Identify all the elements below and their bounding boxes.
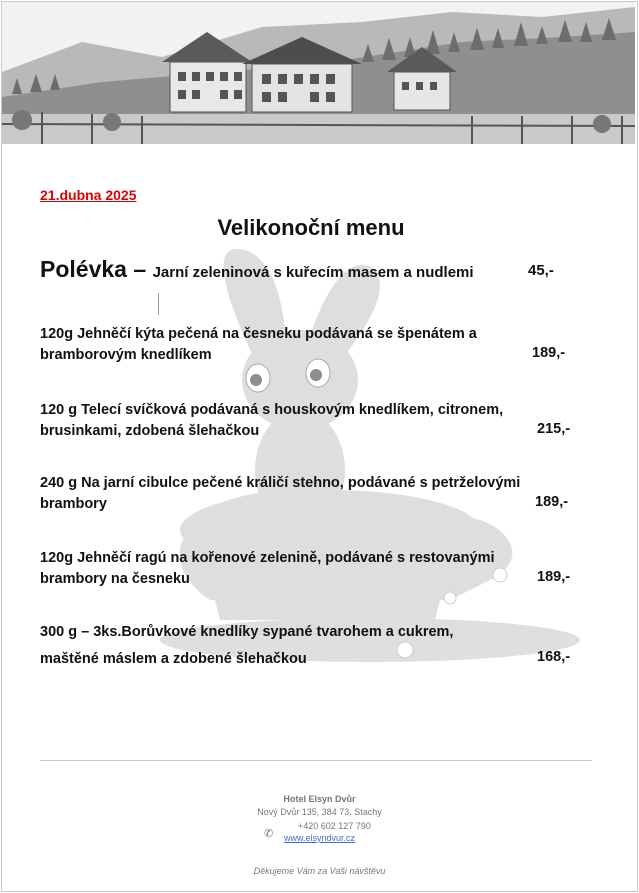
soup-price: 45,-	[528, 262, 554, 279]
menu-item	[40, 473, 570, 515]
menu-item-price: 215,-	[537, 421, 571, 437]
menu-item	[40, 622, 570, 670]
menu-item-line2: brambory	[40, 496, 107, 512]
soup-label: Polévka –	[40, 256, 147, 282]
menu-item-line2: maštěné máslem a zdobené šlehačkou	[40, 651, 307, 667]
text-cursor	[158, 293, 159, 315]
footer-thanks: Děkujeme Vám za Vaši návštěvu	[253, 866, 386, 876]
menu-item-line1: 120g Jehněčí kýta pečená na česneku podávaná se špenátem a	[40, 326, 477, 342]
menu-item	[40, 548, 570, 590]
soup-item	[40, 256, 600, 283]
menu-item-line1: 240 g Na jarní cibulce pečené králičí stehno, podávané s petrželovými	[40, 475, 521, 491]
menu-item-line2: brambory na česneku	[40, 571, 190, 587]
menu-date: 21.dubna 2025	[40, 187, 137, 203]
menu-item-price: 168,-	[537, 649, 571, 665]
menu-item-line1: 120 g Telecí svíčková podávaná s houskovým knedlíkem, citronem,	[40, 402, 504, 418]
footer-hotel-name: Hotel Elsyn Dvůr	[283, 794, 356, 804]
menu-item-line2: brusinkami, zdobená šlehačkou	[40, 423, 260, 439]
menu-item-line2: bramborovým knedlíkem	[40, 347, 212, 363]
menu-title: Velikonoční menu	[217, 215, 405, 240]
phone-icon: ✆	[264, 828, 274, 840]
menu-item-line1: 120g Jehněčí ragú na kořenové zelenině, podávané s restovanými	[40, 550, 495, 566]
footer	[0, 793, 639, 878]
menu-item-line1: 300 g – 3ks.Borůvkové knedlíky sypané tvarohem a cukrem,	[40, 624, 454, 640]
menu-item	[40, 324, 570, 366]
menu-item-price: 189,-	[537, 569, 571, 585]
footer-divider	[40, 760, 592, 761]
soup-description: Jarní zeleninová s kuřecím masem a nudlemi	[152, 264, 474, 281]
footer-address: Nový Dvůr 135, 384 73, Stachy	[257, 807, 382, 817]
menu-item-price: 189,-	[535, 494, 569, 510]
footer-website-link[interactable]: www.elsyndvur.cz	[283, 833, 356, 843]
header-hotel-illustration	[2, 2, 635, 144]
menu-item-price: 189,-	[532, 345, 566, 361]
menu-item	[40, 400, 570, 442]
footer-phone: +420 602 127 790	[298, 821, 371, 831]
